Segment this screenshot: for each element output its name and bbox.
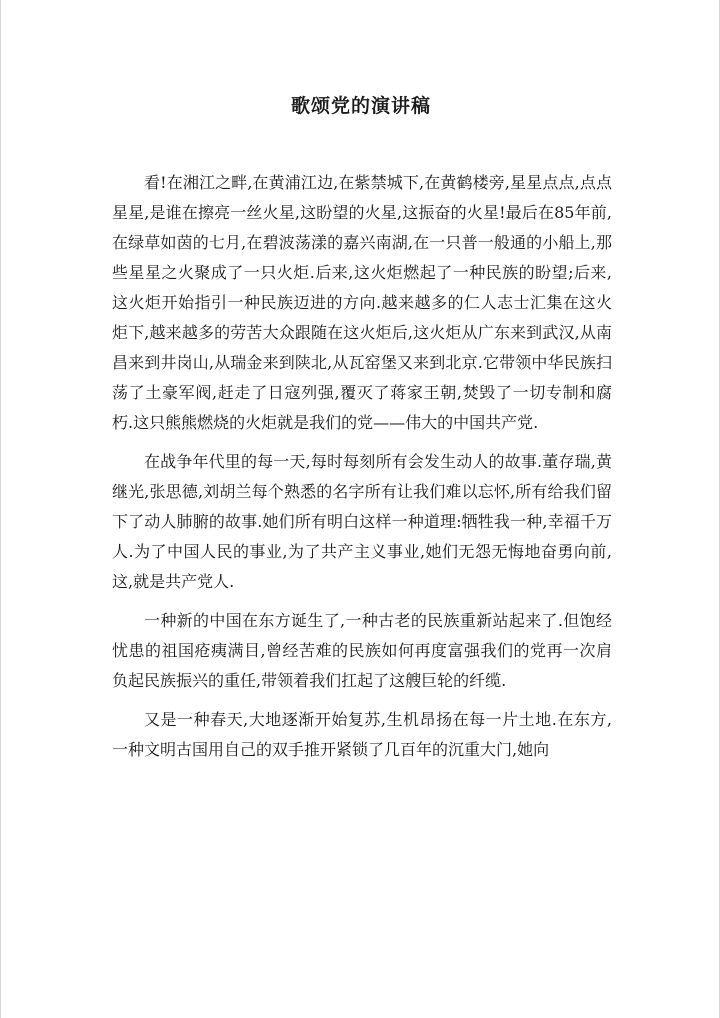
paragraph: 一种新的中国在东方诞生了,一种古老的民族重新站起来了.但饱经忧患的祖国疮痍满目,曾经苦难的民族如何再度富强我们的党再一次肩负起民族振兴的重任,带领着我们扛起了这艘巨轮的纤缆.: [112, 611, 612, 690]
paragraph: 在战争年代里的每一天,每时每刻所有会发生动人的故事.董存瑞,黄继光,张思德,刘胡兰每个熟悉的名字所有让我们难以忘怀,所有给我们留下了动人肺腑的故事.她们所有明白这样一种道理:牺牲我一种,幸福千万人.为了中国人民的事业,为了共产主义事业,她们无怨无悔地奋勇向前,这,就是共产党人.: [112, 452, 612, 591]
paragraph: 又是一种春天,大地逐渐开始复苏,生机昂扬在每一片土地.在东方,一种文明古国用自己的双手推开紧锁了几百年的沉重大门,她向: [112, 710, 612, 759]
document-title: 歌颂党的演讲稿: [290, 95, 431, 117]
paragraph: 看!在湘江之畔,在黄浦江边,在紫禁城下,在黄鹤楼旁,星星点点,点点星星,是谁在擦亮一丝火星,这盼望的火星,这振奋的火星!最后在85年前,在绿草如茵的七月,在碧波荡漾的嘉兴南湖,在一只普一般通的小船上,那些星星之火聚成了一只火炬.后来,这火炬燃起了一种民族的盼望;后来,这火炬开始指引一种民族迈进的方向.越来越多的仁人志士汇集在这火炬下,越来越多的劳苦大众跟随在这火炬后,这火炬从广东来到武汉,从南昌来到井岗山,从瑞金来到陕北,从瓦窑堡又来到北京.它带领中华民族扫荡了土豪军阀,赶走了日寇列强,覆灭了蒋家王朝,焚毁了一切专制和腐朽.这只熊熊燃烧的火炬就是我们的党——伟大的中国共产党.: [112, 173, 612, 432]
document-body: [112, 168, 612, 774]
